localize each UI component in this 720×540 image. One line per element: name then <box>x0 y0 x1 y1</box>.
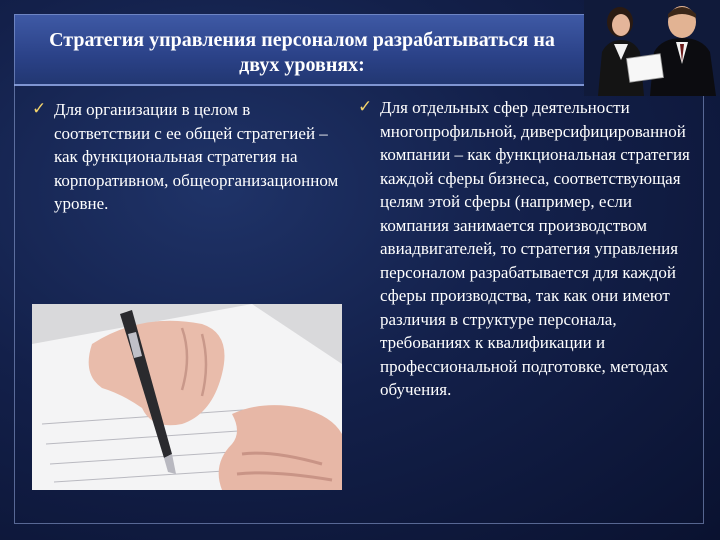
bullet-business-spheres <box>358 96 698 402</box>
slide-title-line1: Стратегия управления персоналом разрабатываться на <box>49 29 555 51</box>
bullet-text: Для отдельных сфер деятельности многопрофильной, диверсифицированной компании – как функциональная стратегия каждой сферы бизнеса, соответствующая целям этой сферы (например, если компания занимается производством авиадвигателей, то стратегия управления персоналом разрабатывается для каждой сферы производства, так как они имеют различия в структуре персонала, требованиях к квалификации и профессиональной подготовке, методах обучения. <box>380 98 690 399</box>
slide-title <box>22 28 582 78</box>
checkmark-icon: ✓ <box>32 99 47 119</box>
right-column <box>358 96 698 402</box>
checkmark-icon: ✓ <box>358 97 373 117</box>
left-column <box>32 98 347 216</box>
slide-title-line2: двух уровнях: <box>239 54 365 76</box>
bullet-organization-level <box>32 98 347 216</box>
business-people-image <box>584 0 720 96</box>
hands-writing-photo <box>32 304 342 490</box>
bullet-text: Для организации в целом в соответствии с ее общей стратегией – как функциональная стратегия на корпоративном, общеорганизационном уровне. <box>54 100 339 213</box>
